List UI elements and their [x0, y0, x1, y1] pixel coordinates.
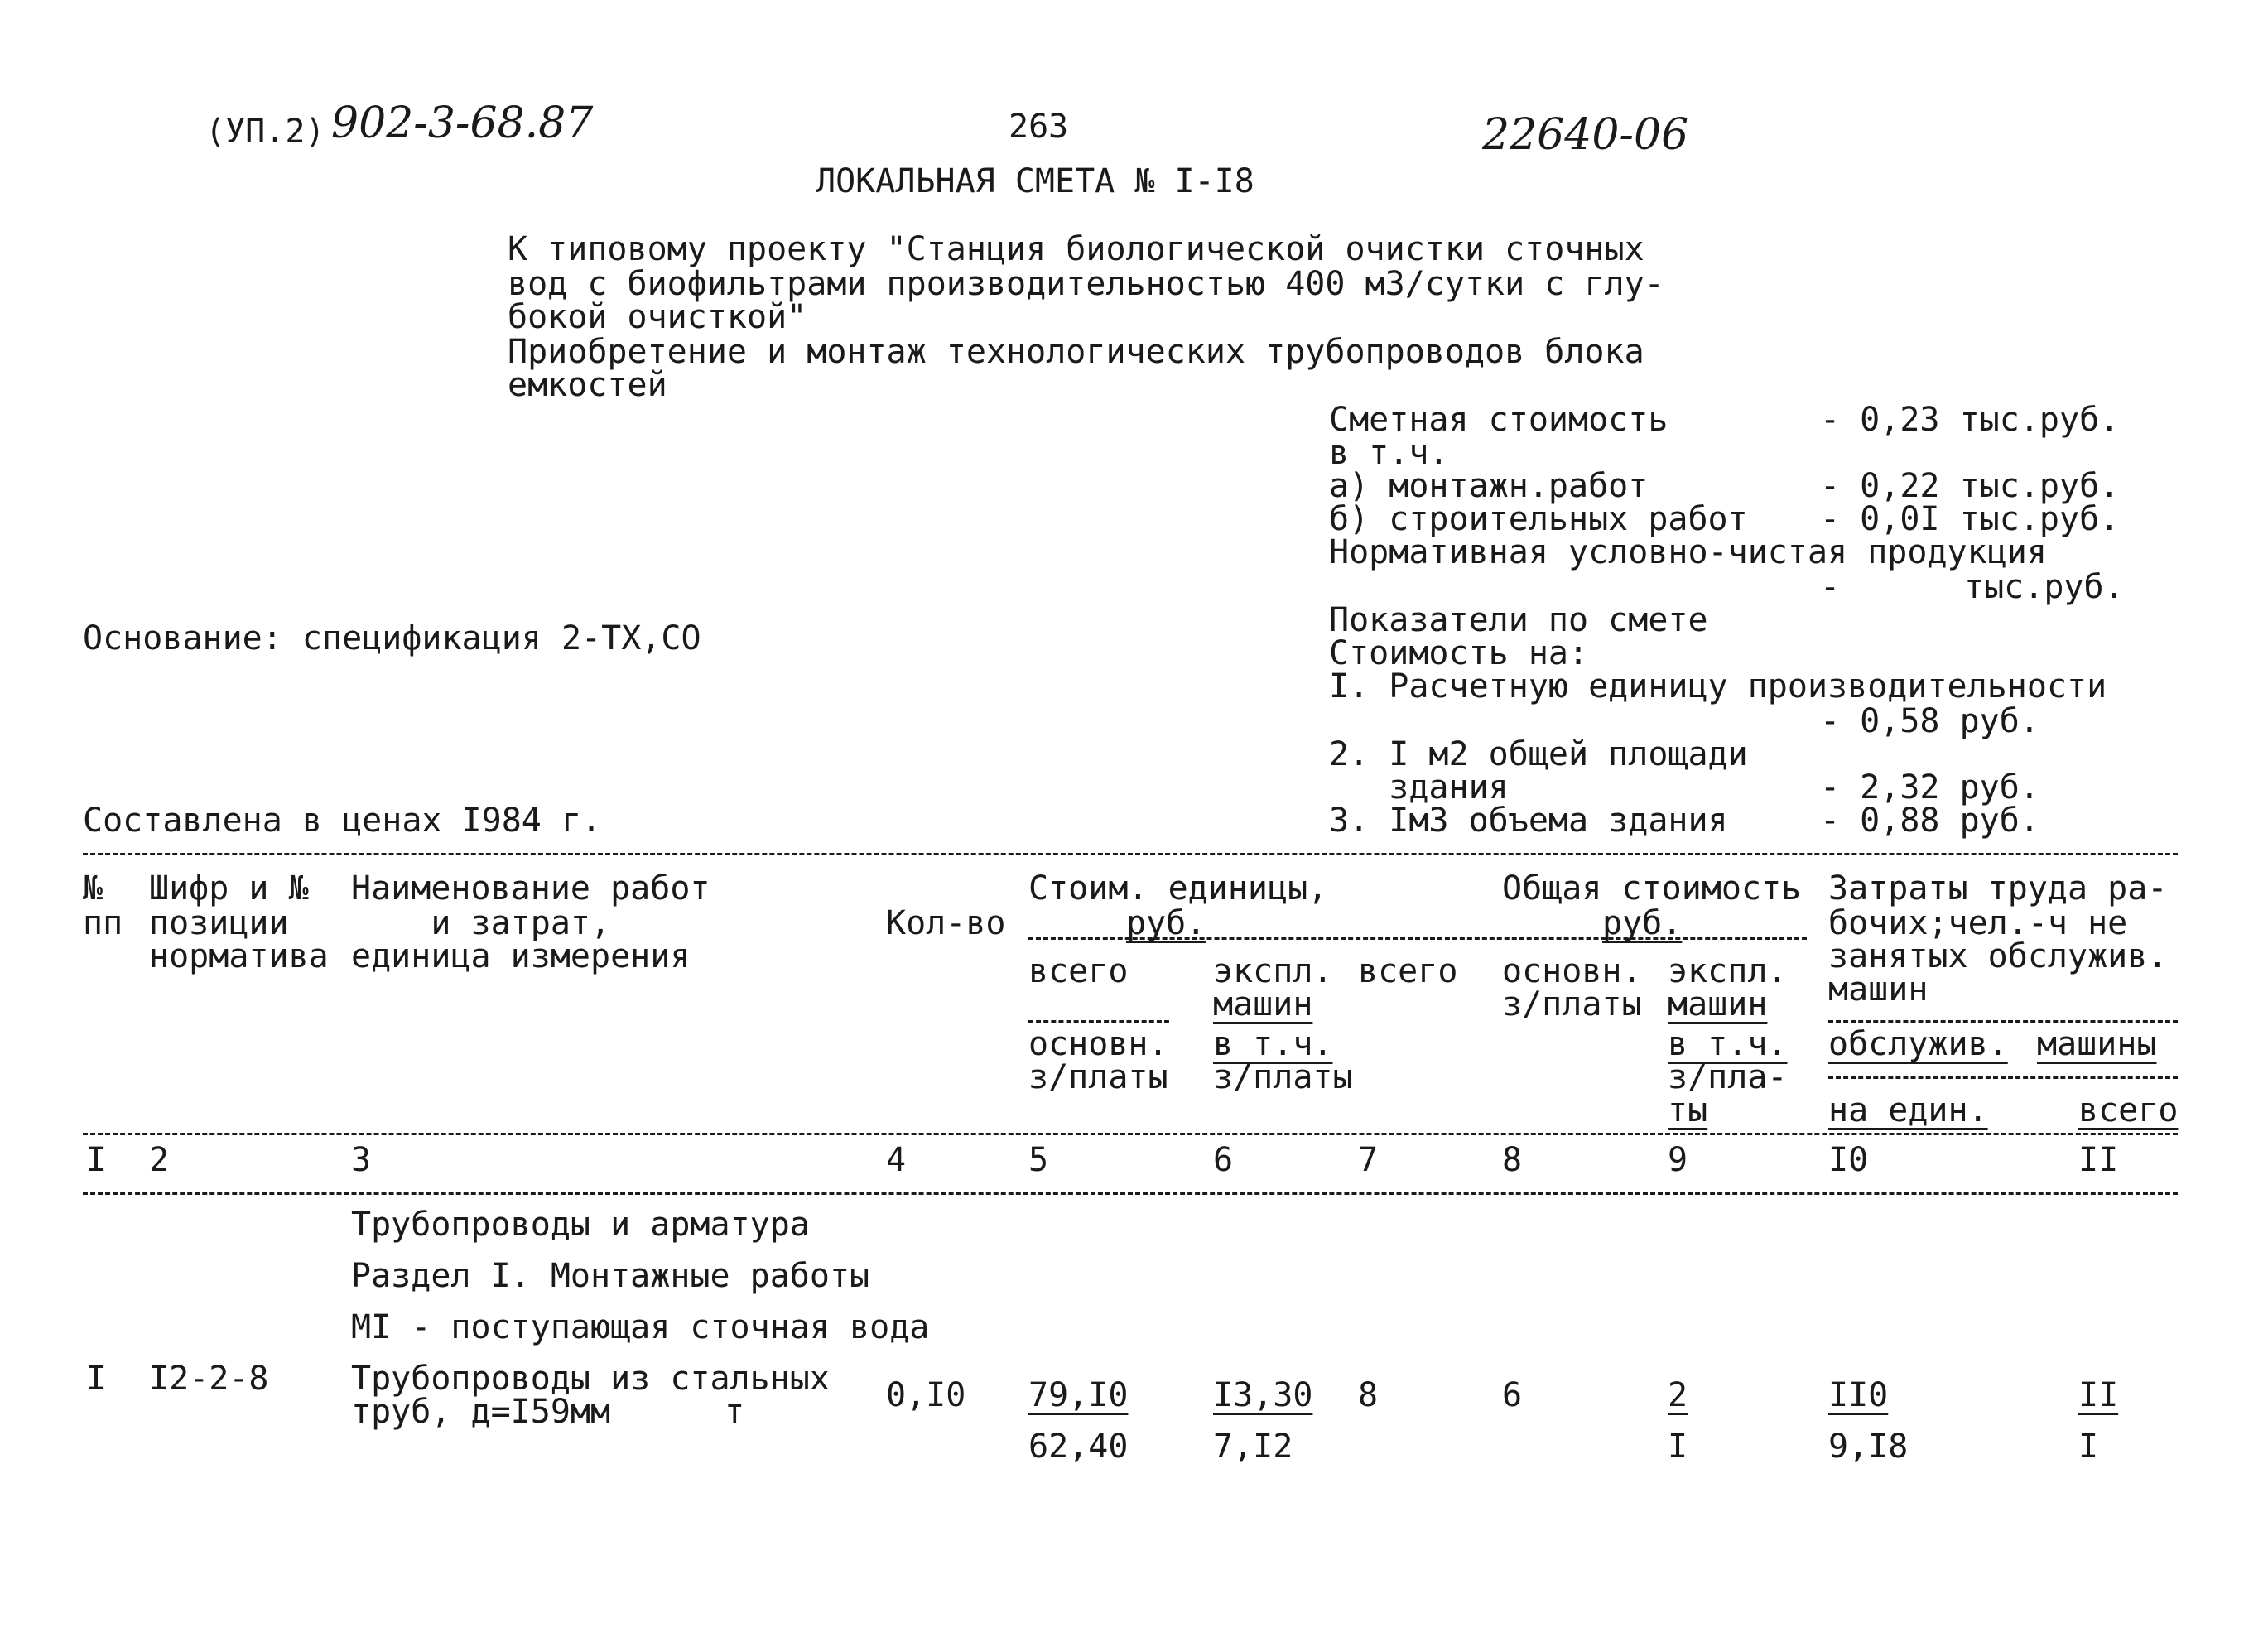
- col6-bottom-header-b: з/платы: [1213, 1058, 1353, 1096]
- summary-build-label: б) строительных работ: [1329, 500, 1748, 538]
- col5-bottom-header-b: з/платы: [1028, 1058, 1168, 1096]
- col6-top-header: экспл.: [1213, 952, 1333, 990]
- colnum-7: 7: [1358, 1141, 1379, 1179]
- indicator-2-label: 2. I м2 общей площади: [1329, 735, 1748, 773]
- col5-top-header: всего: [1028, 952, 1129, 990]
- col10-bottom-header: на един.: [1828, 1091, 1988, 1129]
- row-labor-unit-b: 9,I8: [1828, 1428, 1909, 1466]
- document-title: ЛОКАЛЬНАЯ СМЕТА № I-I8: [816, 162, 1254, 200]
- row-labor-total: II: [2078, 1376, 2119, 1414]
- indicators-label: Показатели по смете: [1329, 601, 1708, 639]
- row-total-mach: 2: [1668, 1376, 1688, 1414]
- col11-bottom-header: всего: [2078, 1091, 2179, 1129]
- row-total-wage: 6: [1502, 1376, 1523, 1414]
- col-num-header-b: пп: [83, 904, 123, 942]
- col7-header: всего: [1358, 952, 1458, 990]
- row-unit-wage: 62,40: [1028, 1428, 1129, 1466]
- colnum-2: 2: [149, 1141, 170, 1179]
- colnum-9: 9: [1668, 1141, 1688, 1179]
- colnum-1: I: [86, 1141, 107, 1179]
- col-code-header-c: норматива: [149, 937, 329, 975]
- col-qty-header: Кол-во: [886, 904, 1006, 942]
- colnum-4: 4: [886, 1141, 907, 1179]
- row-unit: т: [725, 1393, 745, 1431]
- prices-text: Составлена в ценах I984 г.: [83, 802, 602, 840]
- col-code-header-b: позиции: [149, 904, 289, 942]
- colnum-11: II: [2078, 1141, 2119, 1179]
- col9-top-header-b: машин: [1668, 985, 1768, 1023]
- description-line-1: К типовому проекту "Станция биологической очистки сточных: [508, 230, 1644, 268]
- description-line-5: емкостей: [508, 366, 667, 404]
- row-qty: 0,I0: [886, 1376, 966, 1414]
- unit-cost-rub: руб.: [1126, 904, 1206, 942]
- col-num-header: №: [83, 869, 104, 908]
- colnum-5: 5: [1028, 1141, 1049, 1179]
- page-number: 263: [1009, 108, 1069, 146]
- row-unit-mach-wage: 7,I2: [1213, 1428, 1293, 1466]
- col9-bottom-header: в т.ч.: [1668, 1025, 1788, 1063]
- summary-cost-value: - 0,23 тыс.руб.: [1820, 401, 2120, 439]
- col8-header: основн.: [1502, 952, 1642, 990]
- labor-header-d: машин: [1828, 970, 1929, 1009]
- table-top-rule: [83, 853, 2178, 855]
- col11-top-header: машины: [2037, 1025, 2157, 1063]
- row-name: Трубопроводы из стальных: [351, 1360, 830, 1398]
- archive-number: 22640-06: [1482, 110, 1689, 160]
- col9-top-header: экспл.: [1668, 952, 1788, 990]
- row-labor-unit: II0: [1828, 1376, 1889, 1414]
- colnum-8: 8: [1502, 1141, 1523, 1179]
- colnum-10: I0: [1828, 1141, 1869, 1179]
- summary-normative-label: Нормативная условно-чистая продукция: [1329, 533, 2047, 571]
- summary-build-value: - 0,0I тыс.руб.: [1820, 500, 2120, 538]
- row-code: I2-2-8: [149, 1360, 269, 1398]
- row-name-b: труб, д=I59мм: [351, 1393, 611, 1431]
- subsection-title: MI - поступающая сточная вода: [351, 1308, 930, 1346]
- col9-bottom-header-b: з/пла-: [1668, 1058, 1788, 1096]
- labor-header: Затраты труда ра-: [1828, 869, 2168, 908]
- indicator-1-value: - 0,58 руб.: [1820, 702, 2039, 740]
- labor-header-b: бочих;чел.-ч не: [1828, 904, 2128, 942]
- summary-install-label: а) монтажн.работ: [1329, 467, 1649, 505]
- col8-header-b: з/платы: [1502, 985, 1642, 1023]
- summary-cost-label: Сметная стоимость: [1329, 401, 1668, 439]
- col-code-header: Шифр и №: [149, 869, 309, 908]
- labor-sub-rule: [1828, 1076, 2178, 1079]
- indicator-3-label: 3. Iм3 объема здания: [1329, 802, 1728, 840]
- indicator-3-value: - 0,88 руб.: [1820, 802, 2039, 840]
- group-title: Трубопроводы и арматура: [351, 1206, 810, 1244]
- total-cost-header: Общая стоимость: [1502, 869, 1802, 908]
- page-mark: (УП.2): [205, 113, 325, 151]
- col-name-header: Наименование работ: [351, 869, 710, 908]
- row-total-mach-wage: I: [1668, 1428, 1688, 1466]
- labor-header-c: занятых обслужив.: [1828, 937, 2168, 975]
- description-line-3: бокой очисткой": [508, 298, 807, 336]
- row-num: I: [86, 1360, 107, 1398]
- col5-bottom-header: основн.: [1028, 1025, 1168, 1063]
- col5-header-rule: [1028, 1020, 1169, 1023]
- col10-top-header: обслужив.: [1828, 1025, 2008, 1063]
- row-unit-total: 79,I0: [1028, 1376, 1129, 1414]
- basis-text: Основание: спецификация 2-ТХ,СО: [83, 619, 701, 657]
- cost-per-label: Стоимость на:: [1329, 634, 1589, 672]
- description-line-2: вод с биофильтрами производительностью 400 м3/сутки с глу-: [508, 265, 1664, 303]
- col6-top-header-b: машин: [1213, 985, 1313, 1023]
- colnum-bottom-rule: [83, 1192, 2178, 1195]
- description-line-4: Приобретение и монтаж технологических трубопроводов блока: [508, 333, 1644, 371]
- cost-header-rule: [1028, 937, 1807, 940]
- row-labor-total-b: I: [2078, 1428, 2099, 1466]
- col-name-header-c: единица измерения: [351, 937, 691, 975]
- unit-cost-header: Стоим. единицы,: [1028, 869, 1328, 908]
- colnum-3: 3: [351, 1141, 372, 1179]
- row-total: 8: [1358, 1376, 1379, 1414]
- project-code: 902-3-68.87: [331, 99, 594, 148]
- summary-normative-dash: -: [1820, 568, 1841, 606]
- row-unit-mach: I3,30: [1213, 1376, 1313, 1414]
- col-name-header-b: и затрат,: [351, 904, 611, 942]
- labor-header-rule: [1828, 1020, 2178, 1023]
- summary-install-value: - 0,22 тыс.руб.: [1820, 467, 2120, 505]
- indicator-2-label-b: здания: [1329, 768, 1509, 807]
- colnum-6: 6: [1213, 1141, 1234, 1179]
- section-title: Раздел I. Монтажные работы: [351, 1257, 870, 1295]
- total-cost-rub: руб.: [1602, 904, 1683, 942]
- summary-incl: в т.ч.: [1329, 434, 1449, 472]
- summary-normative-unit: тыс.руб.: [1964, 568, 2124, 606]
- indicator-2-value: - 2,32 руб.: [1820, 768, 2039, 807]
- col9-bottom-header-c: ты: [1668, 1091, 1708, 1129]
- col6-bottom-header: в т.ч.: [1213, 1025, 1333, 1063]
- indicator-1-label: I. Расчетную единицу производительности: [1329, 667, 2107, 705]
- header-bottom-rule: [83, 1133, 2178, 1135]
